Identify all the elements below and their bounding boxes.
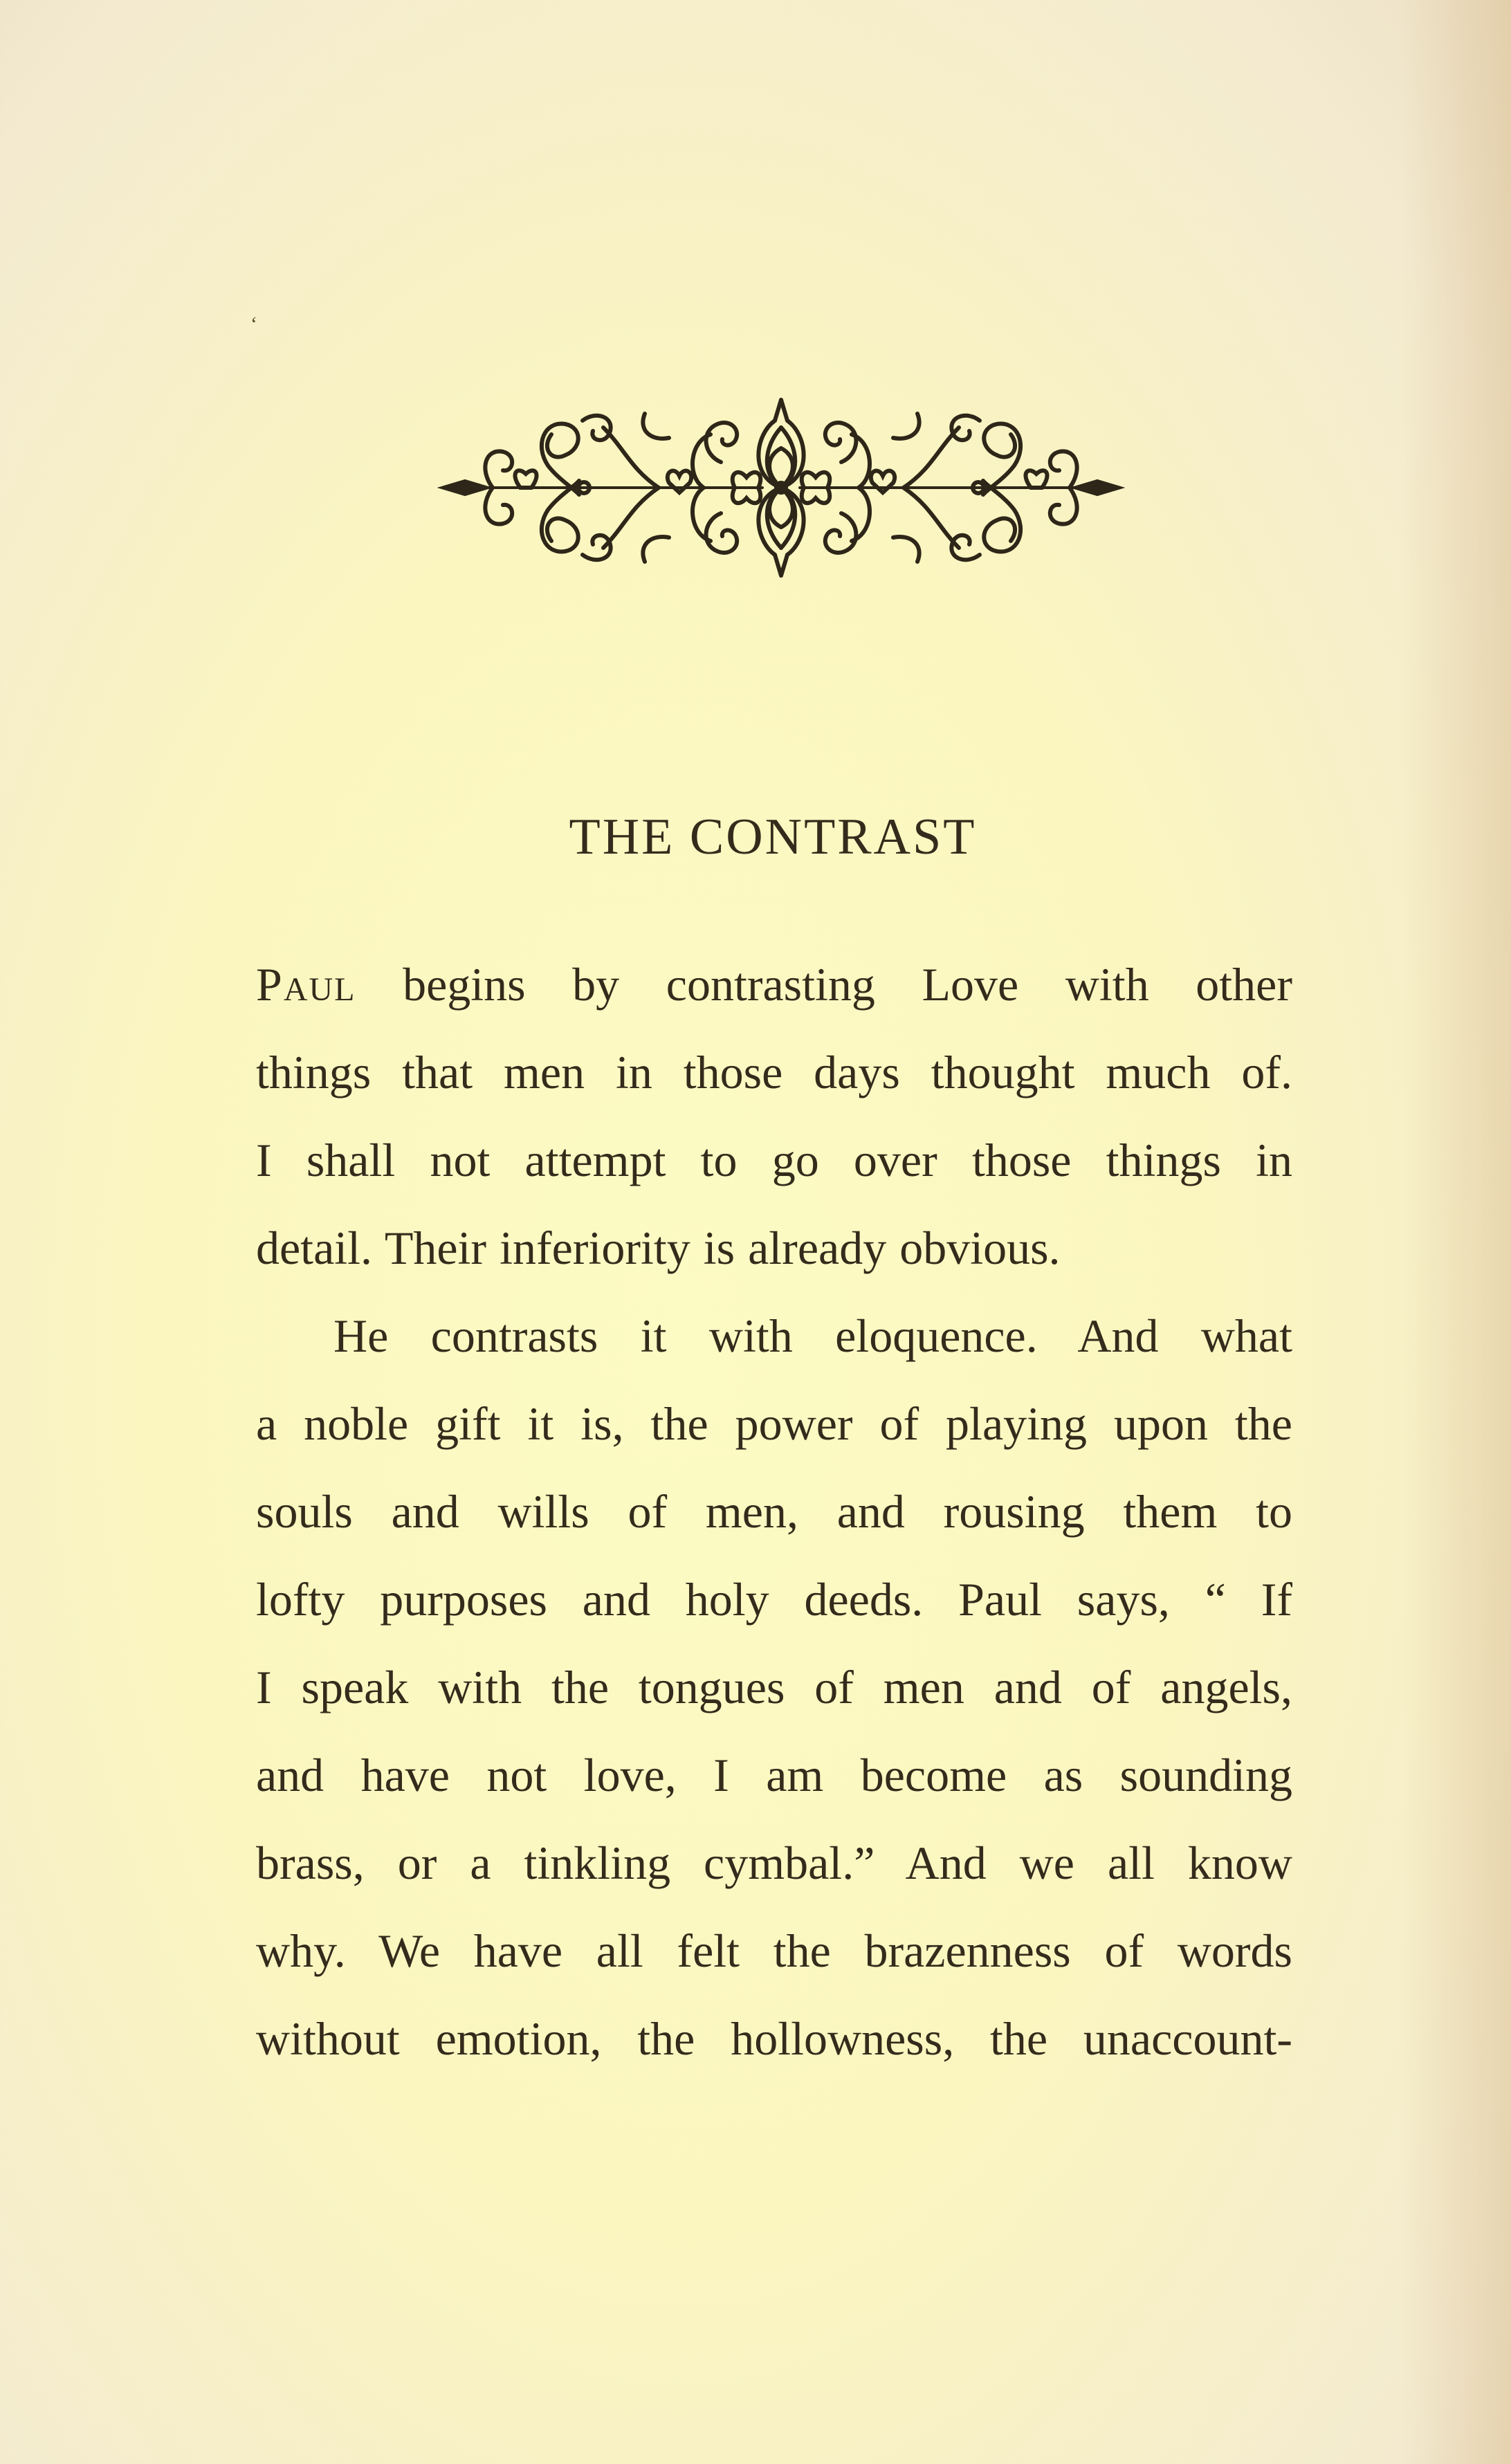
text-line: He contrasts it with eloquence. And what <box>333 1309 1292 1362</box>
text-line: without emotion, the hollowness, the unaccount- <box>256 2012 1292 2065</box>
text-line: lofty purposes and holy deeds. Paul says, “ If <box>256 1573 1292 1626</box>
scroll-ornament-icon <box>437 393 1125 582</box>
text-line: I shall not attempt to go over those things in <box>256 1134 1292 1186</box>
text-line-rest: begins by contrasting Love with other <box>403 958 1293 1011</box>
text-line: detail. Their inferiority is already obvious. <box>256 1222 1061 1274</box>
text-line: things that men in those days thought much of. <box>256 1046 1292 1098</box>
text-line: souls and wills of men, and rousing them to <box>256 1485 1292 1538</box>
ink-speck: ‘ <box>250 313 257 335</box>
body-text <box>256 941 1292 2083</box>
text-line: brass, or a tinkling cymbal.” And we all know <box>256 1837 1292 1889</box>
chapter-title: THE CONTRAST <box>569 809 977 865</box>
text-line: why. We have all felt the brazenness of words <box>256 1924 1292 1977</box>
page-edge-shading <box>1400 0 1511 2464</box>
text-line <box>256 941 1292 1029</box>
text-line: I speak with the tongues of men and of angels, <box>256 1661 1292 1713</box>
text-line: a noble gift it is, the power of playing upon the <box>256 1397 1292 1450</box>
drop-small-caps-word: Paul <box>256 958 356 1011</box>
text-line: and have not love, I am become as sounding <box>256 1749 1292 1801</box>
